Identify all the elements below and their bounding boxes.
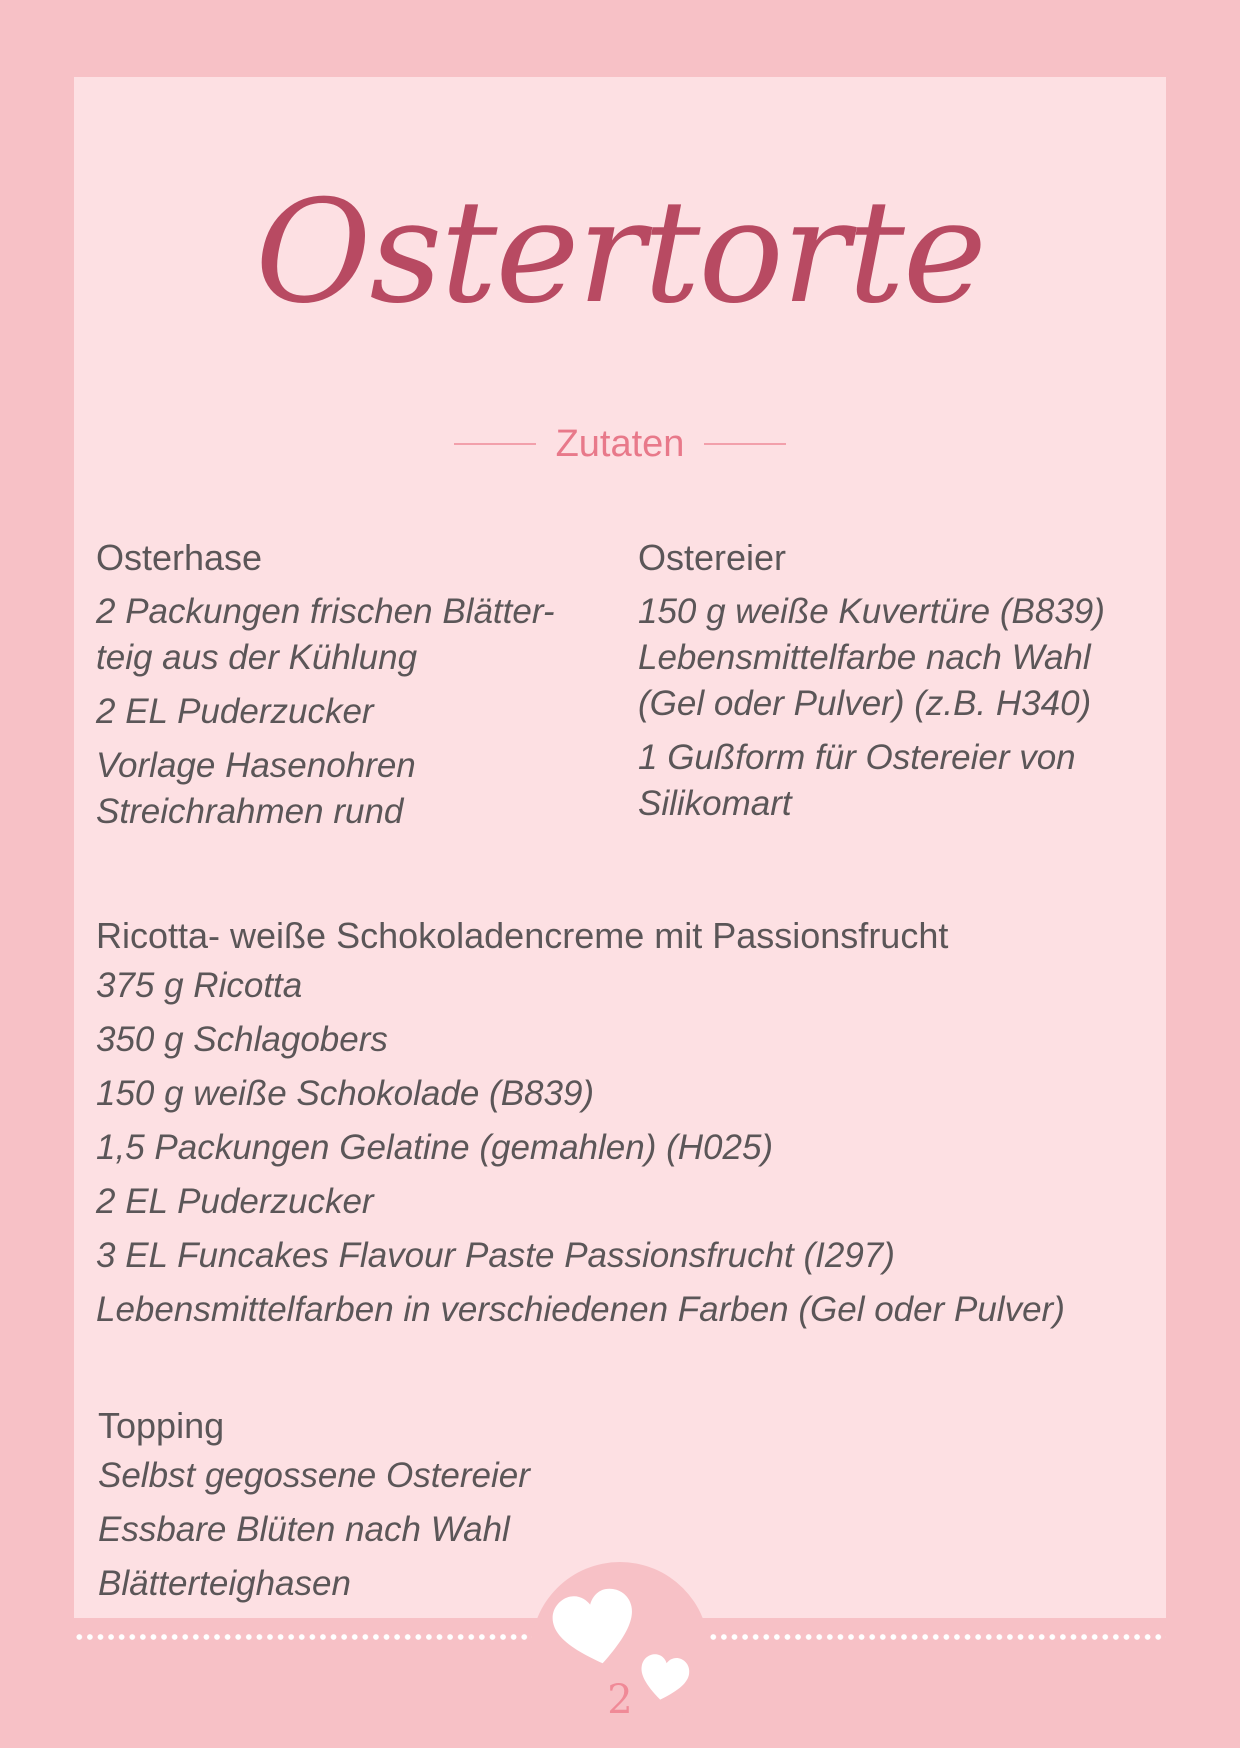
heading-rule-left: [454, 443, 536, 445]
ingredient-group-osterhase: [96, 535, 616, 835]
list-item: 150 g weiße Schokolade (B839): [96, 1074, 595, 1113]
group-heading: Ostereier: [638, 537, 787, 578]
list-item: [638, 589, 1158, 727]
item-line: 2 Packungen frischen Blätter-: [96, 592, 555, 631]
item-line: 150 g weiße Kuvertüre (B839): [638, 592, 1105, 631]
section-heading-label: Zutaten: [555, 422, 685, 465]
list-item: [96, 689, 616, 735]
group-heading: Topping: [98, 1405, 225, 1446]
list-item: [638, 735, 1158, 827]
group-heading: Ricotta- weiße Schokoladencreme mit Passionsfrucht: [96, 915, 949, 956]
group-heading: Osterhase: [96, 537, 263, 578]
list-item: 1,5 Packungen Gelatine (gemahlen) (H025): [96, 1128, 774, 1167]
item-line: 1 Gußform für Ostereier von: [638, 738, 1076, 777]
heading-rule-right: [704, 443, 786, 445]
list-item: Blätterteighasen: [98, 1564, 351, 1603]
recipe-card: [74, 77, 1166, 1618]
item-line: Silikomart: [638, 784, 792, 823]
item-line: Lebensmittelfarbe nach Wahl: [638, 638, 1091, 677]
item-line: 2 EL Puderzucker: [96, 692, 374, 731]
list-item: Lebensmittelfarben in verschiedenen Farben (Gel oder Pulver): [96, 1290, 1065, 1329]
ingredient-group-creme: [96, 913, 1156, 1337]
footer-dotted-rule-left: [74, 1633, 532, 1641]
item-line: Vorlage Hasenohren: [96, 746, 416, 785]
list-item: [96, 743, 616, 835]
list-item: 350 g Schlagobers: [96, 1020, 388, 1059]
list-item: 375 g Ricotta: [96, 966, 303, 1005]
list-item: Selbst gegossene Ostereier: [98, 1456, 530, 1495]
list-item: [96, 589, 616, 681]
ingredient-group-ostereier: [638, 535, 1158, 827]
item-line: (Gel oder Pulver) (z.B. H340): [638, 684, 1092, 723]
page-number: 2: [607, 1677, 633, 1723]
section-heading: [74, 419, 1166, 469]
item-line: teig aus der Kühlung: [96, 638, 418, 677]
item-line: Streichrahmen rund: [96, 792, 404, 831]
page-title: Ostertorte: [255, 170, 985, 335]
footer-dotted-rule-right: [708, 1633, 1166, 1641]
list-item: 2 EL Puderzucker: [96, 1182, 374, 1221]
list-item: 3 EL Funcakes Flavour Paste Passionsfrucht (I297): [96, 1236, 895, 1275]
list-item: Essbare Blüten nach Wahl: [98, 1510, 510, 1549]
